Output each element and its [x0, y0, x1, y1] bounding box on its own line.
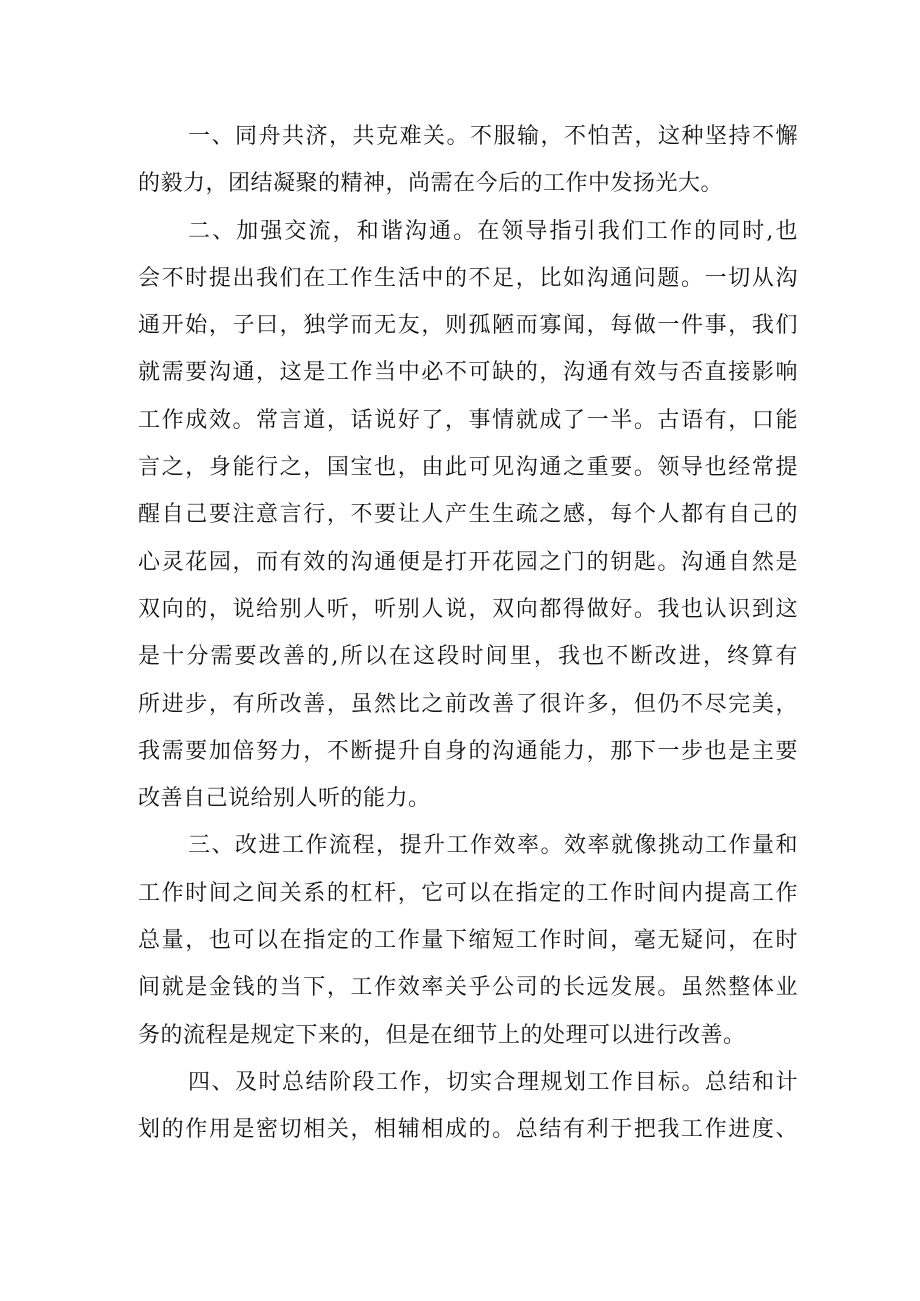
text-line: 会不时提出我们在工作生活中的不足，比如沟通问题。一切从沟: [138, 265, 798, 291]
paragraph-4: [138, 1059, 798, 1154]
text-line: 三、改进工作流程，提升工作效率。效率就像挑动工作量和: [188, 833, 798, 859]
paragraph-1: [138, 113, 798, 208]
text-line: 务的流程是规定下来的，但是在细节上的处理可以进行改善。: [138, 1022, 746, 1048]
text-line: 就需要沟通，这是工作当中必不可缺的，沟通有效与否直接影响: [138, 360, 798, 386]
text-line: 四、及时总结阶段工作，切实合理规划工作目标。总结和计: [188, 1069, 798, 1095]
paragraph-3: [138, 822, 798, 1058]
text-line: 间就是金钱的当下，工作效率关乎公司的长远发展。虽然整体业: [138, 975, 798, 1001]
text-line: 二、加强交流，和谐沟通。在领导指引我们工作的同时,也: [188, 218, 798, 244]
paragraph-2: [138, 208, 798, 823]
text-line: 工作时间之间关系的杠杆，它可以在指定的工作时间内提高工作: [138, 880, 798, 906]
text-line: 所进步，有所改善，虽然比之前改善了很许多，但仍不尽完美，: [138, 691, 798, 717]
text-line: 醒自己要注意言行，不要让人产生生疏之感，每个人都有自己的: [138, 502, 798, 528]
text-line: 总量，也可以在指定的工作量下缩短工作时间，毫无疑问，在时: [138, 928, 798, 954]
text-line: 划的作用是密切相关，相辅相成的。总结有利于把我工作进度、: [138, 1117, 798, 1143]
text-line: 心灵花园，而有效的沟通便是打开花园之门的钥匙。沟通自然是: [138, 549, 798, 575]
text-line: 通开始，子曰，独学而无友，则孤陋而寡闻，每做一件事，我们: [138, 313, 798, 339]
text-line: 双向的，说给别人听，听别人说，双向都得做好。我也认识到这: [138, 596, 798, 622]
text-line: 改善自己说给别人听的能力。: [138, 786, 431, 812]
text-line: 工作成效。常言道，话说好了，事情就成了一半。古语有，口能: [138, 407, 798, 433]
text-line: 我需要加倍努力，不断提升自身的沟通能力，那下一步也是主要: [138, 738, 798, 764]
text-line: 是十分需要改善的,所以在这段时间里，我也不断改进，终算有: [138, 644, 798, 670]
document-body: [138, 113, 798, 1154]
text-line: 一、同舟共济，共克难关。不服输，不怕苦，这种坚持不懈: [188, 124, 798, 149]
text-line: 的毅力，团结凝聚的精神，尚需在今后的工作中发扬光大。: [138, 171, 724, 197]
text-line: 言之，身能行之，国宝也，由此可见沟通之重要。领导也经常提: [138, 455, 798, 481]
